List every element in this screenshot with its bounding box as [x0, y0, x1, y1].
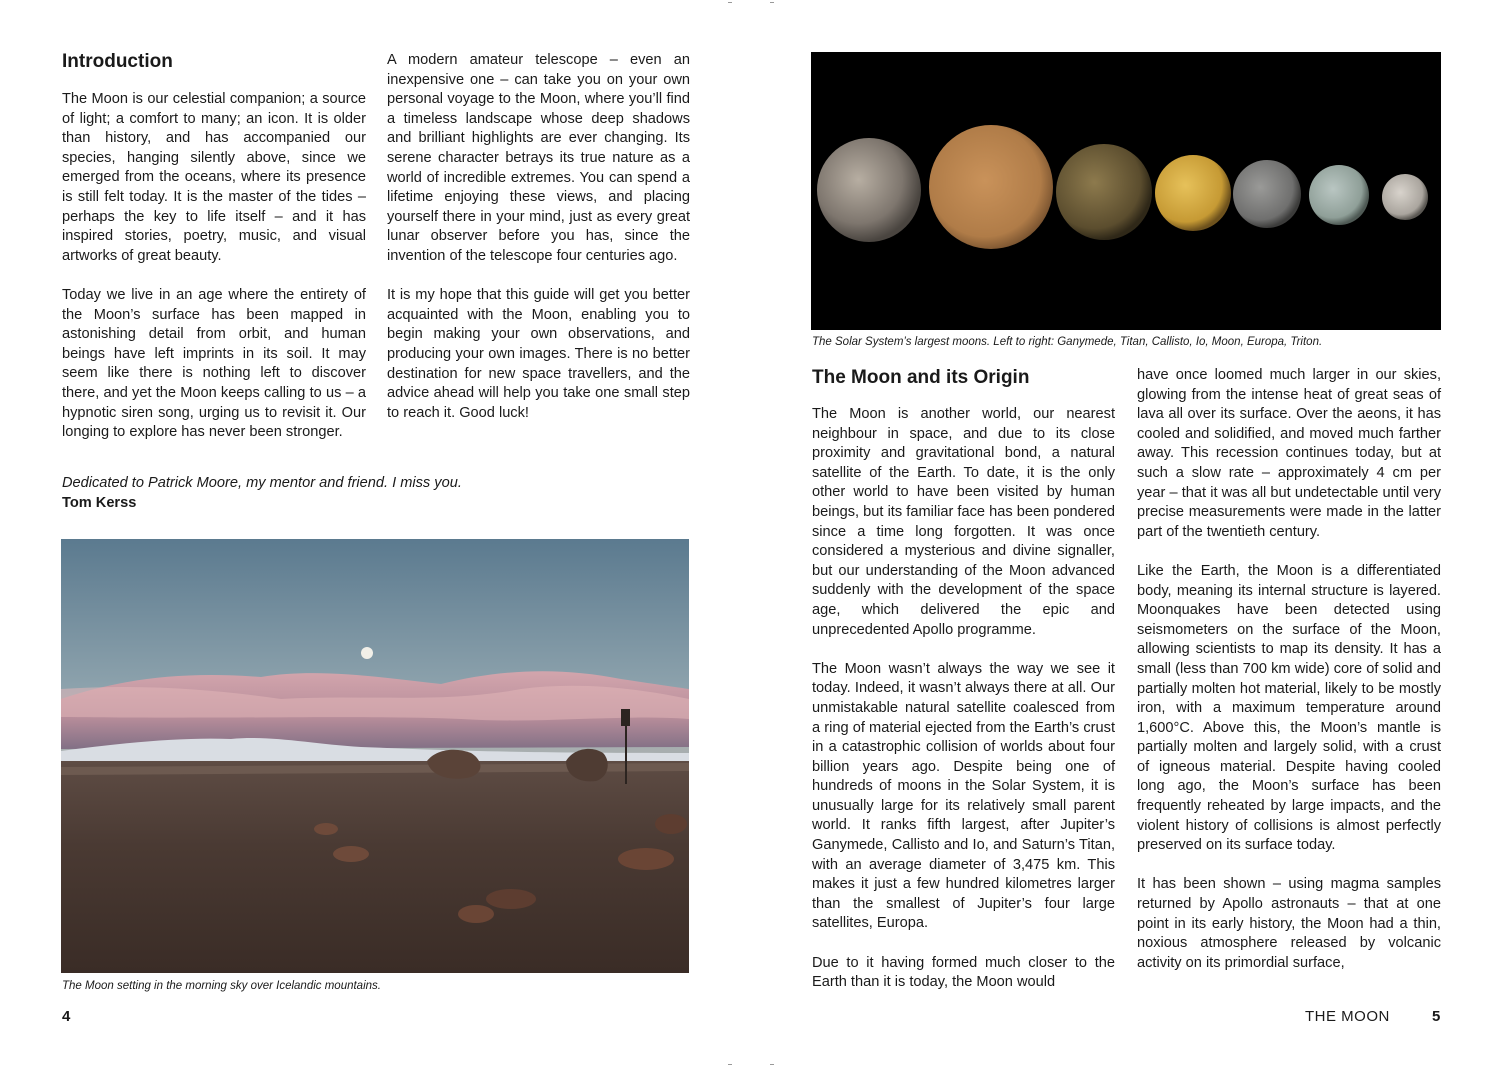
origin-paragraph: Like the Earth, the Moon is a differentiated body, meaning its internal structure is layered. Moonquakes have been detected using seismometers on the surface of the Moon, allowing scientists to map its density. It has a small (less than 700 km wide) core of solid and partially molten hot material, likely to be mostly iron, with a maximum temperature around 1,600°C. Above this, the Moon’s mantle is partially molten and largely solid, with a crust of igneous material. Despite having cooled long ago, the Moon’s surface has been frequently reheated by large impacts, and the violent history of collisions is almost perfectly preserved on its surface today.	[1137, 562, 1441, 854]
moons-lineup-image	[811, 52, 1441, 330]
intro-paragraph: It is my hope that this guide will get you better acquainted with the Moon, enabling you to begin making your own observations, and producing your own images. There is no better destination for new space travellers, and the advice ahead will help you take one small step to reach it. Good luck!	[387, 287, 690, 421]
callisto-icon	[1056, 144, 1152, 240]
origin-paragraph: have once loomed much larger in our skies, glowing from the intense heat of great seas of lava all over its surface. Over the aeons, it has cooled and solidified, and moved much farther away. This recession continues today, but at such a slow rate – approximately 4 cm per year – that it was all but undetectable until very precise measurements were made in the latter part of the twentieth century.	[1137, 367, 1441, 540]
intro-paragraph: The Moon is our celestial companion; a source of light; a comfort to many; an icon. It is older than history, and has accompanied our species, hanging silently above, since we emerged from the oceans, where its presence is still felt today. It is the master of the tides – perhaps the key to life itself – and it has inspired stories, poetry, music, and visual artworks of great beauty.	[62, 91, 366, 264]
intro-column-2	[387, 51, 690, 443]
intro-paragraph: Today we live in an age where the entirety of the Moon’s surface has been mapped in astonishing detail from orbit, and human beings have left imprints in its soil. It may seem like there is nothing left to discover there, and yet the Moon keeps calling to us – a hypnotic siren song, urging us to revisit it. Our longing to explore has never been stronger.	[62, 286, 366, 441]
iceland-photo-caption: The Moon setting in the morning sky over Icelandic mountains.	[62, 980, 381, 992]
origin-paragraph: It has been shown – using magma samples returned by Apollo astronauts – that at one point in its early history, the Moon had a thin, noxious atmosphere released by volcanic activity on its primordial surface,	[1137, 876, 1441, 971]
intro-paragraph: A modern amateur telescope – even an inexpensive one – can take you on your own personal voyage to the Moon, where you’ll find a timeless landscape whose deep shadows and brilliant highlights are ever changing. Its serene character betrays its true nature as a world of incredible extremes. You can spend a lifetime enjoying these views, and placing yourself there in your mind, just as every great lunar observer before you has, since the invention of the telescope four centuries ago.	[387, 52, 690, 264]
dedication-text: Dedicated to Patrick Moore, my mentor and friend. I miss you.	[62, 475, 462, 491]
page-number-right: 5	[1432, 1008, 1441, 1025]
europa-icon	[1309, 165, 1369, 225]
titan-icon	[929, 125, 1053, 249]
moon-origin-heading: The Moon and its Origin	[812, 367, 1030, 388]
origin-column-1	[812, 405, 1115, 1012]
io-icon	[1155, 155, 1231, 231]
dedication	[62, 474, 462, 513]
crop-mark	[770, 2, 774, 3]
ganymede-icon	[817, 138, 921, 242]
triton-icon	[1382, 174, 1428, 220]
origin-column-2	[1137, 366, 1441, 993]
author-name: Tom Kerss	[62, 494, 137, 511]
intro-column-1	[62, 90, 366, 462]
crop-mark	[728, 2, 732, 3]
page-number-left: 4	[62, 1008, 71, 1025]
iceland-landscape-image	[61, 539, 689, 973]
moon-globe-icon	[1233, 160, 1301, 228]
origin-paragraph: The Moon wasn’t always the way we see it today. Indeed, it wasn’t always there at all. Our unmistakable natural satellite coalesced from a ring of material ejected from the Earth’s crust in a catastrophic collision of worlds about four billion years ago. Despite being one of hundreds of moons in the Solar System, it is unusually large for its relatively small parent world. It ranks fifth largest, after Jupiter’s Ganymede, Callisto and Io, and Saturn’s Titan, with an average diameter of 3,475 km. This makes it just a few hundred kilometres larger than the smallest of Jupiter’s four large satellites, Europa.	[812, 660, 1115, 932]
running-head: THE MOON	[1305, 1008, 1390, 1025]
largest-moons-photo	[811, 52, 1441, 330]
moon-icon	[361, 647, 373, 659]
moons-photo-caption: The Solar System’s largest moons. Left to right: Ganymede, Titan, Callisto, Io, Moon, Europa, Triton.	[812, 336, 1323, 348]
origin-paragraph: Due to it having formed much closer to the Earth than it is today, the Moon would	[812, 954, 1115, 991]
crop-mark	[728, 1064, 732, 1065]
iceland-moonset-photo	[61, 539, 689, 973]
origin-paragraph: The Moon is another world, our nearest neighbour in space, and due to its close proximity and gravitational bond, a natural satellite of the Earth. To date, it is the only other world to have been visited by human beings, but its familiar face has been pondered since a time long forgotten. It was once considered a mysterious and divine signaller, but our understanding of the Moon advanced suddenly with the development of the space age, which delivered the epic and unprecedented Apollo programme.	[812, 406, 1115, 638]
crop-mark	[770, 1064, 774, 1065]
introduction-heading: Introduction	[62, 51, 173, 72]
